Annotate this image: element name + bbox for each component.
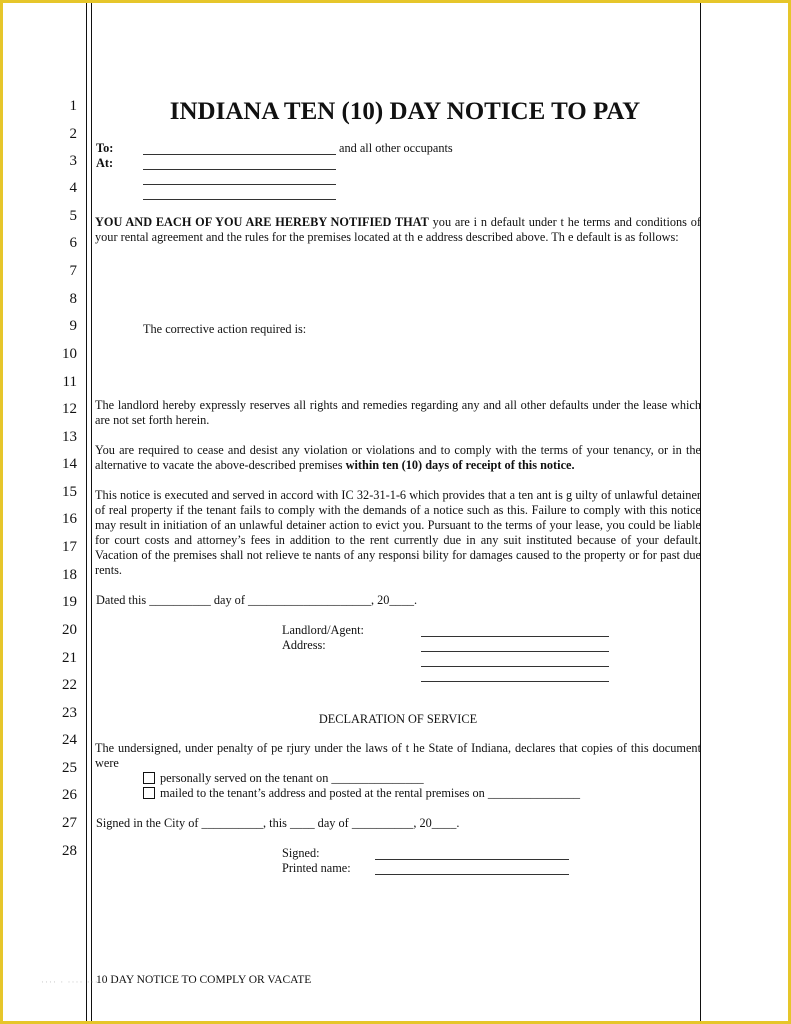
notice-paragraph (95, 215, 701, 245)
address-blank-line-1[interactable] (143, 169, 336, 170)
notice-lead-bold: YOU AND EACH OF YOU ARE HEREBY NOTIFIED THAT (95, 215, 429, 229)
line-number: 15 (62, 484, 77, 500)
executed-paragraph: This notice is executed and served in accord with IC 32-31-1-6 which provides that a ten ant is g uilty of unlawful detainer of real property if the tenant fails to comply with the demands of a notice such as this. Failure to comply with this notice may result in initiation of an unlawful detainer action to evict you. Pursuant to the terms of your lease, you could be liable for court costs and attorney’s fees in addition to the rent currently due in any suit instituted because of your default. Vacation of the premises shall not relieve te nants of any responsi bility for damages caused to the property or for past due rents. (95, 488, 701, 577)
occupants-text: and all other occupants (339, 141, 453, 155)
personally-served-label: personally served on the tenant on _______________ (160, 771, 424, 785)
at-label: At: (96, 156, 114, 170)
watermark-mark: ···· · ···· ··· (41, 977, 99, 987)
cease-text: You are required to cease and desist any violation or violations and to comply with the terms of your tenancy, or in the alternative to vacate the above-described premises (95, 443, 701, 472)
notice-lead-rest: you are i n default under t he terms and conditions of your rental agreement and the rules for the premises located at th e address described above. Th e default is as follows: (95, 215, 701, 244)
signed-city-line: Signed in the City of __________, this ____ day of __________, 20____. (96, 816, 460, 830)
line-number: 25 (62, 760, 77, 776)
corrective-action-label: The corrective action required is: (143, 322, 307, 336)
document-title: INDIANA TEN (10) DAY NOTICE TO PAY (169, 98, 641, 125)
line-number: 10 (62, 346, 77, 362)
landlord-address-line-3[interactable] (421, 681, 609, 682)
line-number: 7 (69, 263, 77, 279)
line-number: 8 (69, 291, 77, 307)
line-number: 21 (62, 650, 77, 666)
line-number: 23 (62, 705, 77, 721)
line-number: 17 (62, 539, 77, 555)
line-number: 1 (69, 98, 77, 114)
to-blank-line[interactable] (143, 154, 336, 155)
mailed-posted-checkbox[interactable] (143, 787, 155, 799)
line-number: 11 (62, 374, 77, 390)
line-number: 3 (69, 153, 77, 169)
line-number: 28 (62, 843, 77, 859)
line-number: 19 (62, 594, 77, 610)
dated-line: Dated this __________ day of ____________________, 20____. (96, 593, 418, 607)
declaration-paragraph: The undersigned, under penalty of pe rjury under the laws of t he State of Indiana, declares that copies of this document were (95, 741, 701, 770)
footer-title: 10 DAY NOTICE TO COMPLY OR VACATE (96, 974, 312, 986)
line-number: 13 (62, 429, 77, 445)
signed-label: Signed: (282, 846, 320, 860)
line-number: 18 (62, 567, 77, 583)
printed-name-line[interactable] (375, 874, 569, 875)
signature-line[interactable] (375, 859, 569, 860)
line-number: 9 (69, 318, 77, 334)
landlord-agent-label: Landlord/Agent: (282, 623, 364, 637)
line-number: 26 (62, 787, 77, 803)
address-blank-line-2[interactable] (143, 184, 336, 185)
landlord-signature-line[interactable] (421, 636, 609, 637)
left-margin-rule-inner (91, 3, 92, 1021)
address-blank-line-3[interactable] (143, 199, 336, 200)
reserve-paragraph: The landlord hereby expressly reserves all rights and remedies regarding any and all other defaults under the lease which are not set forth herein. (95, 398, 701, 427)
personally-served-checkbox[interactable] (143, 772, 155, 784)
line-number: 6 (69, 235, 77, 251)
mailed-posted-label: mailed to the tenant’s address and posted at the rental premises on _______________ (160, 786, 581, 800)
declaration-heading: DECLARATION OF SERVICE (318, 712, 478, 726)
line-number: 20 (62, 622, 77, 638)
cease-bold: within ten (10) days of receipt of this notice. (345, 458, 575, 472)
left-margin-rule (86, 3, 87, 1021)
line-number: 22 (62, 677, 77, 693)
to-label: To: (96, 141, 114, 155)
line-number: 14 (62, 456, 77, 472)
landlord-address-line-1[interactable] (421, 651, 609, 652)
line-number: 24 (62, 732, 77, 748)
cease-paragraph (95, 443, 701, 473)
line-number: 2 (69, 126, 77, 142)
line-number: 27 (62, 815, 77, 831)
landlord-address-line-2[interactable] (421, 666, 609, 667)
address-label: Address: (282, 638, 326, 652)
line-number: 12 (62, 401, 77, 417)
printed-name-label: Printed name: (282, 861, 351, 875)
line-number: 16 (62, 511, 77, 527)
line-number: 5 (69, 208, 77, 224)
line-number: 4 (69, 180, 77, 196)
